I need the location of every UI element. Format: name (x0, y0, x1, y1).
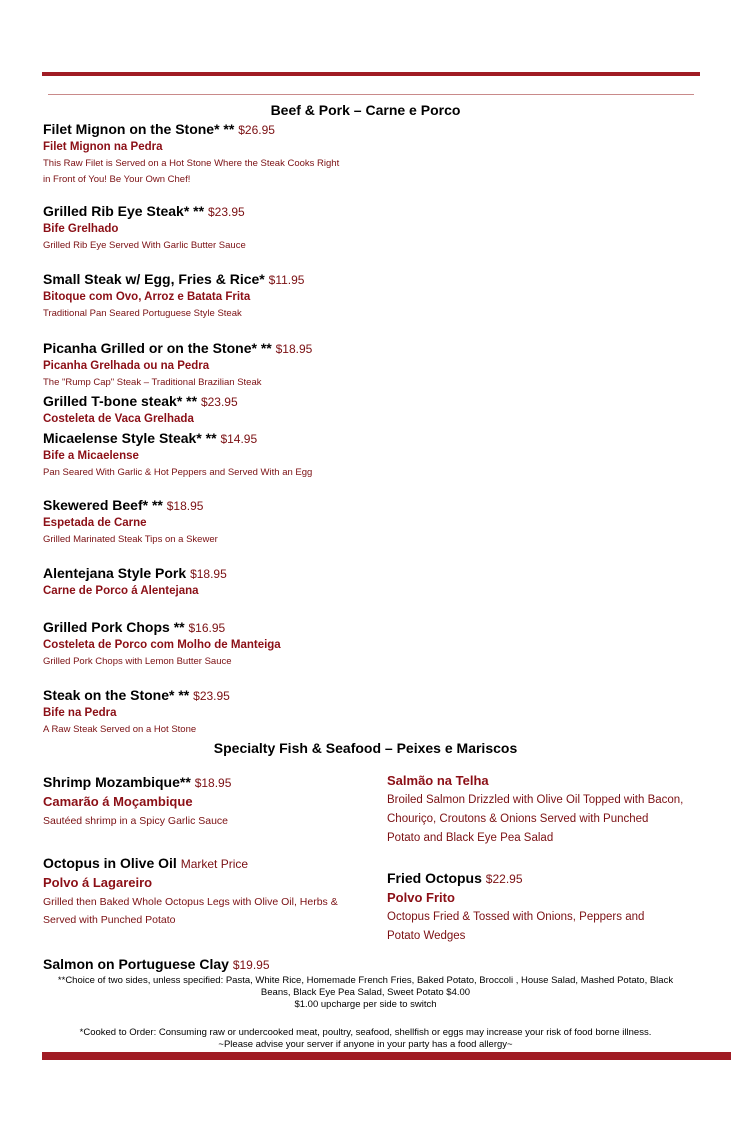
menu-item (43, 618, 373, 670)
item-name: Octopus in Olive Oil (43, 855, 177, 871)
item-price: $22.95 (485, 872, 523, 886)
item-name: Steak on the Stone* ** (43, 687, 190, 703)
item-portuguese-name: Polvo á Lagareiro (43, 875, 153, 890)
item-portuguese-name: Bife Grelhado (43, 223, 119, 235)
top-thin-rule (48, 94, 694, 95)
menu-item (43, 202, 373, 254)
item-name: Picanha Grilled or on the Stone* ** (43, 340, 272, 356)
item-price: $26.95 (238, 123, 275, 137)
item-portuguese-name: Picanha Grelhada ou na Pedra (43, 360, 210, 372)
menu-item (43, 564, 373, 600)
item-description: Traditional Pan Seared Portuguese Style Steak (43, 308, 242, 319)
item-portuguese-name: Costeleta de Vaca Grelhada (43, 413, 194, 425)
item-description: Grilled Rib Eye Served With Garlic Butter Sauce (43, 240, 246, 251)
item-portuguese-name: Bitoque com Ovo, Arroz e Batata Frita (43, 291, 251, 303)
item-portuguese-name: Carne de Porco á Alentejana (43, 585, 199, 597)
item-description: Grilled Pork Chops with Lemon Butter Sauce (43, 656, 232, 667)
item-description: The "Rump Cap" Steak – Traditional Brazilian Steak (43, 377, 262, 388)
item-portuguese-name: Polvo Frito (387, 890, 455, 905)
item-price: $18.95 (166, 499, 204, 513)
sides-note (40, 975, 691, 1011)
menu-item (43, 429, 373, 481)
item-portuguese-name: Filet Mignon na Pedra (43, 141, 163, 153)
item-description: Octopus Fried & Tossed with Onions, Peppers and (387, 911, 645, 923)
item-name: Grilled T-bone steak* ** (43, 393, 198, 409)
item-description: in Front of You! Be Your Own Chef! (43, 174, 191, 185)
item-description: Chouriço, Croutons & Onions Served with Punched (387, 813, 649, 825)
item-description: A Raw Steak Served on a Hot Stone (43, 724, 197, 735)
section-title-fish: Specialty Fish & Seafood – Peixes e Mariscos (213, 740, 518, 756)
item-description: Grilled Marinated Steak Tips on a Skewer (43, 534, 218, 545)
item-name: Shrimp Mozambique** (43, 774, 191, 790)
item-price: $23.95 (193, 689, 230, 703)
item-portuguese-name: Bife na Pedra (43, 707, 117, 719)
item-name: Salmon on Portuguese Clay (43, 956, 229, 972)
item-price: $18.95 (190, 567, 227, 581)
item-name: Alentejana Style Pork (43, 565, 187, 581)
item-price: $16.95 (188, 621, 226, 635)
item-price: $23.95 (207, 205, 245, 219)
food-safety-note (0, 1027, 731, 1051)
item-description: Broiled Salmon Drizzled with Olive Oil Topped with Bacon, (387, 794, 684, 806)
menu-item (43, 496, 373, 548)
sides-note-line: **Choice of two sides, unless specified: Pasta, White Rice, Homemade French Fries, Baked Potato, Broccoli , House Salad, Mashed Potato, Black (57, 975, 674, 986)
item-name: Skewered Beef* ** (43, 497, 163, 513)
menu-item (387, 869, 687, 946)
item-portuguese-name: Espetada de Carne (43, 517, 147, 529)
item-name: Grilled Pork Chops ** (43, 619, 185, 635)
menu-item (43, 339, 373, 391)
item-name: Grilled Rib Eye Steak* ** (43, 203, 205, 219)
section-title-beef: Beef & Pork – Carne e Porco (270, 102, 461, 118)
item-price: $19.95 (232, 958, 270, 972)
item-portuguese-name: Costeleta de Porco com Molho de Manteiga (43, 639, 281, 651)
item-price: $18.95 (275, 342, 313, 356)
item-description: Potato Wedges (387, 930, 466, 942)
menu-item (43, 686, 373, 738)
menu-item (43, 773, 363, 830)
bottom-rule (42, 1052, 731, 1060)
menu-item (43, 854, 363, 929)
item-description: Potato and Black Eye Pea Salad (387, 832, 554, 844)
item-description: Grilled then Baked Whole Octopus Legs with Olive Oil, Herbs & (43, 896, 338, 908)
menu-item (43, 955, 363, 974)
item-portuguese-name: Camarão á Moçambique (43, 794, 193, 809)
sides-note-line: Beans, Black Eye Pea Salad, Sweet Potato $4.00 (260, 987, 471, 998)
item-name: Small Steak w/ Egg, Fries & Rice* (43, 271, 265, 287)
menu-item (43, 392, 373, 428)
item-portuguese-name: Salmão na Telha (387, 773, 489, 788)
item-price: $18.95 (194, 776, 232, 790)
cooked-to-order-note: *Cooked to Order: Consuming raw or undercooked meat, poultry, seafood, shellfish or eggs may increase your risk of food borne illness. (79, 1027, 652, 1038)
menu-item (43, 120, 373, 188)
item-price: $11.95 (268, 273, 305, 287)
item-price: $14.95 (220, 432, 258, 446)
item-portuguese-name: Bife a Micaelense (43, 450, 139, 462)
item-description: This Raw Filet is Served on a Hot Stone Where the Steak Cooks Right (43, 158, 340, 169)
item-description: Sautéed shrimp in a Spicy Garlic Sauce (43, 815, 229, 827)
top-rule (42, 72, 700, 76)
item-name: Filet Mignon on the Stone* ** (43, 121, 235, 137)
item-description: Pan Seared With Garlic & Hot Peppers and Served With an Egg (43, 467, 313, 478)
menu-item (43, 270, 373, 322)
item-name: Micaelense Style Steak* ** (43, 430, 217, 446)
item-name: Fried Octopus (387, 870, 482, 886)
menu-item (387, 771, 687, 848)
allergy-note: ~Please advise your server if anyone in your party has a food allergy~ (218, 1039, 513, 1050)
item-description: Served with Punched Potato (43, 914, 176, 926)
sides-note-line: $1.00 upcharge per side to switch (294, 999, 437, 1010)
item-price: $23.95 (200, 395, 238, 409)
item-price: Market Price (180, 857, 249, 871)
